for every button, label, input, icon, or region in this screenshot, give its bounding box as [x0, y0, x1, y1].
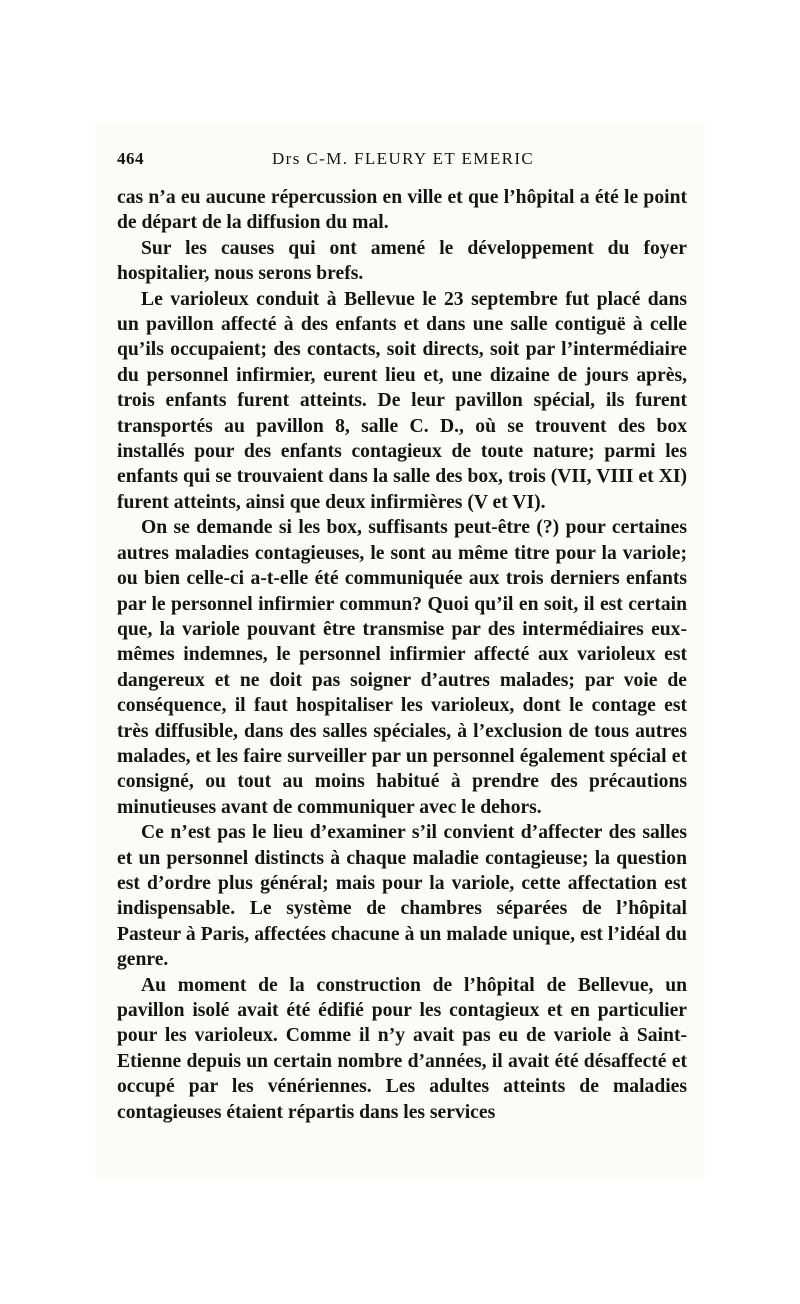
paragraph-construction: Au moment de la construction de l’hôpital de Bellevue, un pavillon isolé avait été édifié pour les contagieux et en particulier pour les varioleux. Comme il n’y avait pas eu de variole à Saint-Etienne depuis un certain nombre d’années, il avait été désaffecté et occupé par les vénériennes. Les adultes atteints de maladies contagieuses étaient répartis dans les services — [117, 974, 687, 1123]
running-header — [117, 149, 687, 173]
body-text — [117, 185, 687, 1125]
paragraph-causes: Sur les causes qui ont amené le développement du foyer hospitalier, nous serons brefs. — [117, 237, 687, 285]
paragraph-varioleux: Le varioleux conduit à Bellevue le 23 septembre fut placé dans un pavillon affecté à des enfants et dans une salle contiguë à celle qu’ils occupaient; des contacts, soit directs, soit par l’intermédiaire du personnel infirmier, eurent lieu et, une dizaine de jours après, trois enfants furent atteints. De leur pavillon spécial, ils furent transportés au pavillon 8, salle C. D., où se trouvent des box installés pour des enfants contagieux de toute nature; parmi les enfants qui se trouvaient dans la salle des box, trois (VII, VIII et XI) furent atteints, ainsi que deux infirmières (V et VI). — [117, 288, 687, 513]
paragraph-continuation: cas n’a eu aucune répercussion en ville et que l’hôpital a été le point de départ de la diffusion du mal. — [117, 187, 687, 234]
running-title: Drs C-M. FLEURY ET EMERIC — [272, 149, 535, 168]
paragraph-box: On se demande si les box, suffisants peut-être (?) pour certaines autres maladies contagieuses, le sont au même titre pour la variole; ou bien celle-ci a-t-elle été communiquée aux trois derniers enfants par le personnel infirmier commun? Quoi qu’il en soit, il est certain que, la variole pouvant être transmise par des intermédiaires eux-mêmes indemnes, le personnel infirmier affecté aux varioleux est dangereux et ne doit pas soigner d’autres malades; par voie de conséquence, il faut hospitaliser les varioleux, dont le contage est très diffusible, dans des salles spéciales, à l’exclusion de tous autres malades, et les faire surveiller par un personnel également spécial et consigné, ou tout au moins habitué à prendre des précautions minutieuses avant de communiquer avec le dehors. — [117, 517, 687, 818]
page-number: 464 — [117, 149, 144, 168]
paragraph-salles: Ce n’est pas le lieu d’examiner s’il convient d’affecter des salles et un personnel distincts à chaque maladie contagieuse; la question est d’ordre plus général; mais pour la variole, cette affectation est indispensable. Le système de chambres séparées de l’hôpital Pasteur à Paris, affectées chacune à un malade unique, est l’idéal du genre. — [117, 822, 687, 971]
